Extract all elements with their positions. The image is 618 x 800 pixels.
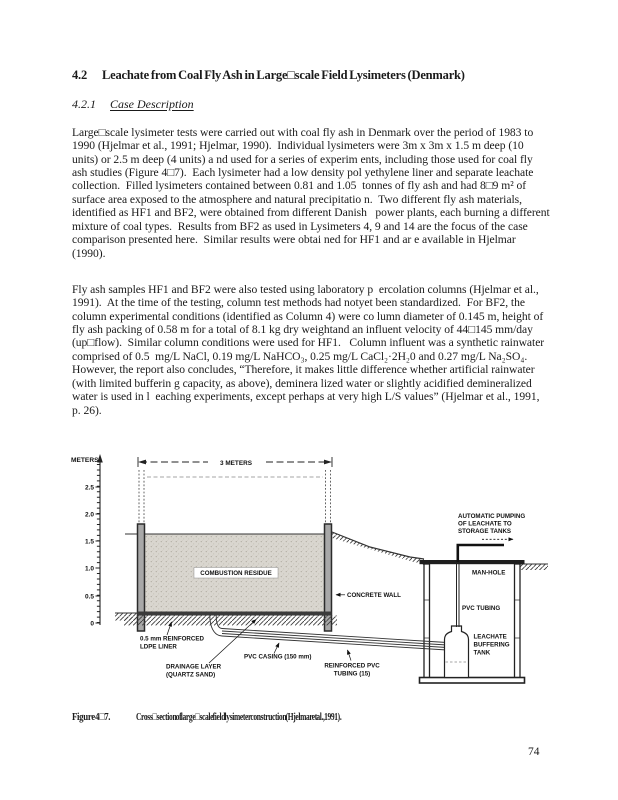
manhole-wall-right [515, 564, 521, 678]
manhole-lid [420, 560, 525, 564]
axis-tick-2-0: 2.0 [84, 511, 94, 519]
leachate-tank-label-line3: TANK [473, 649, 491, 657]
figure-caption-text: Cross□section of large□scale field lysimeter construction (Hjelmar et al., 1991). [136, 711, 342, 723]
section-title: Leachate from Coal Fly Ash in Large□scale Field Lysimeters (Denmark) [101, 68, 465, 82]
leachate-tank-label-line2: BUFFERING [473, 641, 510, 649]
concrete-wall-label: CONCRETE WALL [347, 592, 401, 599]
drainage-layer-label-line2: (QUARTZ SAND) [166, 671, 216, 679]
pvc-casing-label: PVC CASING (150 mm) [244, 653, 312, 661]
manhole-floor [420, 678, 525, 684]
riser-pipe [457, 539, 514, 627]
axis-tick-0-5: 0.5 [84, 593, 94, 601]
leachate-buffering-tank [445, 626, 469, 678]
auto-pumping-label-line2: OF LEACHATE TO [458, 520, 512, 528]
lysimeter-box [115, 524, 337, 631]
subsection-number: 4.2.1 [72, 97, 96, 111]
axis-tick-1-0: 1.0 [84, 565, 94, 573]
auto-pumping-label-line1: AUTOMATIC PUMPING [458, 513, 526, 520]
dashed-wall-extensions [139, 470, 331, 523]
auto-pumping-label-line3: STORAGE TANKS [458, 528, 512, 535]
ground-hatch-under-box [124, 616, 337, 626]
ldpe-liner-label-line2: LDPE LINER [140, 643, 177, 651]
axis-tick-0: 0 [90, 620, 94, 628]
dimension-label: 3 METERS [220, 460, 252, 467]
page-number: 74 [528, 746, 540, 758]
section-heading [72, 68, 562, 83]
paragraph-case-description-2: Fly ash samples HF1 and BF2 were also tested using laboratory p ercolation columns (Hjelmar et al., 1991). At the time of the testing, column test methods had notyet been standardized. For BF2, the column experimental conditions (identified as Column 4) were co lumn diameter of 0.145 m, height of fly ash packing of 0.58 m for a total of 8.1 kg dry weightand an influent velocity of 44□145 mm/day (up□flow). Similar column conditions were used for HF1. Column influent was a synthetic rainwater comprised of 0.5 mg/L NaCl, 0.19 mg/L NaHCO₃, 0.25 mg/L CaCl₂·2H₂0 and 0.27 mg/L Na₂SO₄. However, the report also concludes, “Therefore, it makes little difference whether artificial rainwater (with limited bufferin g capacity, as above), deminera lized water or slightly acidified demineralized water is used in l eaching experiments, except perhaps at very high L/S values” (Hjelmar et al., 1991, p. 26). [72, 282, 547, 417]
meters-axis [71, 454, 103, 628]
liner-bottom [138, 612, 332, 616]
manhole-label: MAN-HOLE [472, 569, 506, 577]
lysimeter-cross-section-diagram [70, 450, 550, 705]
axis-title: METERS [71, 457, 99, 464]
reinforced-tubing-label-line1: REINFORCED PVC [324, 662, 380, 670]
pvc-tubing-label: PVC TUBING [462, 605, 501, 612]
axis-tick-1-5: 1.5 [84, 538, 94, 546]
subsection-title: Case Description [110, 97, 194, 111]
combustion-residue-label: COMBUSTION RESIDUE [200, 570, 272, 577]
ldpe-liner-label-line1: 0.5 mm REINFORCED [140, 635, 204, 643]
paragraph-case-description-1: Large□scale lysimeter tests were carried out with coal fly ash in Denmark over the period of 1983 to 1990 (Hjelmar et al., 1991; Hjelmar, 1990). Individual lysimeters were 3m x 3m x 1.5 m deep (10 units) or 2.5 m deep (4 units) a nd used for a series of experim ents, including those used for coal fly ash studies (Figure 4□7). Each lysimeter had a low density pol yethylene liner and separate leachate collection. Filled lysimeters contained between 0.81 and 1.05 tonnes of fly ash and had 8□9 m² of surface area exposed to the atmosphere and natural precipitatio n. Two different fly ash materials, identified as HF1 and BF2, were obtained from different Danish power plants, each burning a different mixture of coal types. Results from BF2 as used in Lysimeters 4, 9 and 14 are the focus of the case comparison presented here. Similar results were obtai ned for HF1 and ar e available in Hjelmar (1990). [72, 125, 553, 260]
width-dimension [138, 457, 332, 468]
reinforced-tubing-label-line2: TUBING (15) [333, 670, 371, 678]
leachate-tank-label-line1: LEACHATE [473, 633, 507, 641]
axis-tick-2-5: 2.5 [84, 484, 94, 492]
manhole-structure [420, 560, 525, 683]
section-number: 4.2 [72, 68, 88, 82]
manhole-wall-left [424, 564, 430, 678]
subsection-heading [72, 97, 372, 112]
drainage-layer-label-line1: DRAINAGE LAYER [166, 663, 222, 671]
figure-caption-label: Figure 4□7. [72, 711, 111, 723]
